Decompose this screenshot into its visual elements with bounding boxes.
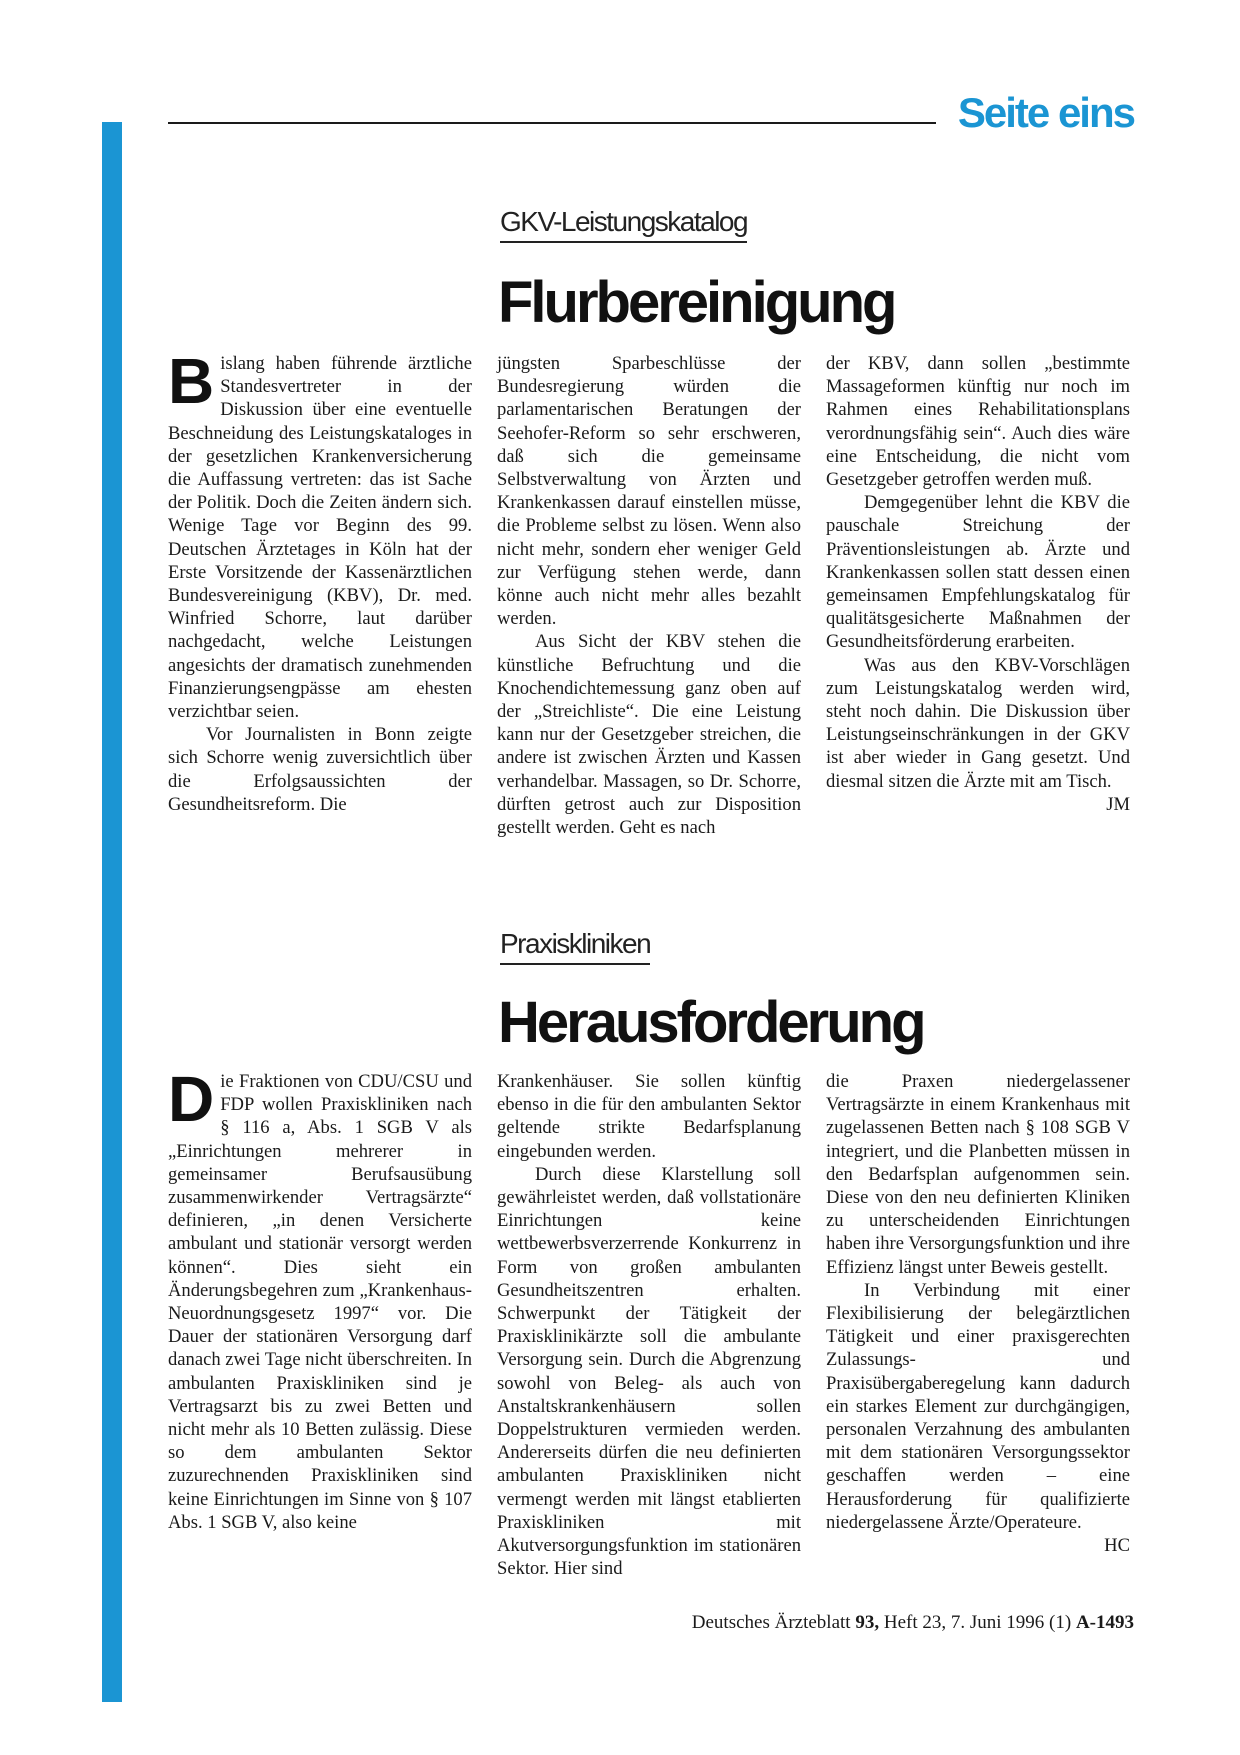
article-2-paragraph: Durch diese Klarstellung soll gewährleistet werden, daß vollstationäre Einrichtungen keine wettbewerbsverzerrende Konkurrenz in Form von großen ambulanten Gesundheitszentren erhalten. Schwerpunkt der Tätigkeit der Praxisklinikärzte soll die ambulante Versorgung sein. Durch die Abgrenzung sowohl von Beleg- als auch von Anstaltskrankenhäusern sollen Doppelstrukturen vermieden werden. Andererseits dürfen die neu definierten ambulanten Praxiskliniken nicht vermengt werden mit längst etablierten Praxiskliniken mit Akutversorgungsfunktion im stationären Sektor. Hier sind xyxy=(497,1163,801,1580)
article-1-column-3 xyxy=(826,352,1130,816)
footer-page-number: A-1493 xyxy=(1075,1612,1134,1633)
article-1-paragraph: Aus Sicht der KBV stehen die künstliche Befruchtung und die Knochendichtemessung ganz oben auf der „Streichliste“. Die eine Leistung kann nur der Gesetzgeber streichen, die andere ist zwischen Ärzten und Kassen verhandelbar. Massagen, so Dr. Schorre, dürften getrost auch zur Disposition gestellt werden. Geht es nach xyxy=(497,631,801,839)
article-2-headline: Herausforderung xyxy=(498,990,924,1055)
article-2-paragraph: Krankenhäuser. Sie sollen künftig ebenso in die für den ambulanten Sektor geltende strikte Bedarfsplanung eingebunden werden. xyxy=(497,1071,801,1162)
article-1-paragraph: Vor Journalisten in Bonn zeigte sich Schorre wenig zuversichtlich über die Erfolgsaussichten der Gesundheitsreform. Die xyxy=(168,724,472,815)
footer-journal: Deutsches Ärzteblatt xyxy=(691,1612,851,1633)
article-1-paragraph: islang haben führende ärztliche Standesvertreter in der Diskussion über eine eventuelle Beschneidung des Leistungskataloges in der gesetzlichen Krankenversicherung die Auffassung vertreten: das ist Sache der Politik. Doch die Zeiten ändern sich. Wenige Tage vor Beginn des 99. Deutschen Ärztetages in Köln hat der Erste Vorsitzende der Kassenärztlichen Bundesvereinigung (KBV), Dr. med. Winfried Schorre, laut darüber nachgedacht, welche Leistungen angesichts der dramatisch zunehmenden Finanzierungsengpässe am ehesten verzichtbar seien. xyxy=(168,353,472,723)
page-footer xyxy=(692,1612,1134,1634)
article-1-paragraph-text: Was aus den KBV-Vorschlägen zum Leistungskatalog werden wird, steht noch dahin. Die Diskussion über Leistungseinschränkungen in der GKV ist aber wieder in Gang gesetzt. Und diesmal sitzen die Ärzte mit am Tisch. xyxy=(826,654,1130,792)
article-2-column-2 xyxy=(497,1070,801,1580)
article-2-paragraph xyxy=(826,1279,1130,1557)
article-2-paragraph-text: In Verbindung mit einer Flexibilisierung der belegärztlichen Tätigkeit und einer praxisgerechten Zulassungs- und Praxisübergaberegelung kann dadurch ein starkes Element zur durchgängigen, personalen Verzahnung des ambulanten mit dem stationären Versorgungssektor geschaffen werden – eine Herausforderung für qualifizierte niedergelassene Ärzte/Operateure. xyxy=(826,1279,1130,1533)
article-2-column-1 xyxy=(168,1063,472,1534)
article-2-kicker: Praxiskliniken xyxy=(500,930,650,965)
section-title: Seite eins xyxy=(957,89,1134,136)
article-2-paragraph: ie Fraktionen von CDU/CSU und FDP wollen Praxiskliniken nach § 116 a, Abs. 1 SGB V als „Einrichtungen mehrerer in gemeinsamer Berufsausübung zusammenwirkender Vertragsärzte“ definieren, „in denen Versicherte ambulant und stationär versorgt werden können“. Dies sieht ein Änderungsbegehren zum „Krankenhaus-Neuordnungsgesetz 1997“ vor. Die Dauer der stationären Versorgung darf danach zwei Tage nicht überschreiten. In ambulanten Praxiskliniken sind je Vertragsarzt bis zu zwei Betten und nicht mehr als 10 Betten zulässig. Diese so dem ambulanten Sektor zuzurechnenden Praxiskliniken sind keine Einrichtungen im Sinne von § 107 Abs. 1 SGB V, also keine xyxy=(168,1071,472,1533)
article-2-paragraph: die Praxen niedergelassener Vertragsärzte in einem Krankenhaus mit zugelassenen Betten nach § 108 SGB V integriert, und die Planbetten müssen in den Bedarfsplan aufgenommen sein. Diese von den neu definierten Kliniken zu unterscheidenden Einrichtungen haben ihre Versorgungsfunktion und ihre Effizienz längst unter Beweis gestellt. xyxy=(826,1071,1130,1278)
article-1-column-1 xyxy=(168,345,472,816)
sidebar-accent-bar xyxy=(102,122,122,1702)
article-2-signature: HC xyxy=(1104,1535,1130,1557)
article-2-dropcap: D xyxy=(168,1063,215,1135)
article-1-column-2 xyxy=(497,352,801,839)
article-1-kicker: GKV-Leistungskatalog xyxy=(500,208,747,243)
article-1-paragraph: jüngsten Sparbeschlüsse der Bundesregierung würden die parlamentarischen Beratungen der Seehofer-Reform so sehr erschweren, daß sich die gemeinsame Selbstverwaltung von Ärzten und Krankenkassen darauf einstellen müsse, die Probleme selbst zu lösen. Wenn also nicht mehr, sondern eher weniger Geld zur Verfügung stehen werde, dann könne auch nicht mehr alles bezahlt werden. xyxy=(497,353,801,630)
header-rule xyxy=(168,122,936,124)
article-1-paragraph: der KBV, dann sollen „bestimmte Massageformen künftig nur noch im Rahmen eines Rehabilitationsplans verordnungsfähig sein“. Auch dies wäre eine Entscheidung, die nicht vom Gesetzgeber getroffen werden muß. xyxy=(826,353,1130,491)
footer-issue-info: Heft 23, 7. Juni 1996 (1) xyxy=(883,1612,1072,1633)
article-1-paragraph xyxy=(826,654,1130,815)
article-2-column-3 xyxy=(826,1070,1130,1557)
footer-volume: 93, xyxy=(855,1612,880,1633)
article-1-dropcap: B xyxy=(168,345,215,417)
article-1-paragraph: Demgegenüber lehnt die KBV die pauschale Streichung der Präventionsleistungen ab. Ärzte und Krankenkassen sollen statt dessen einen gemeinsamen Empfehlungskatalog für qualitätsgesicherte Maßnahmen der Gesundheitsförderung erarbeiten. xyxy=(826,492,1130,653)
article-1-headline: Flurbereinigung xyxy=(498,270,895,335)
article-1-signature: JM xyxy=(1106,793,1130,815)
